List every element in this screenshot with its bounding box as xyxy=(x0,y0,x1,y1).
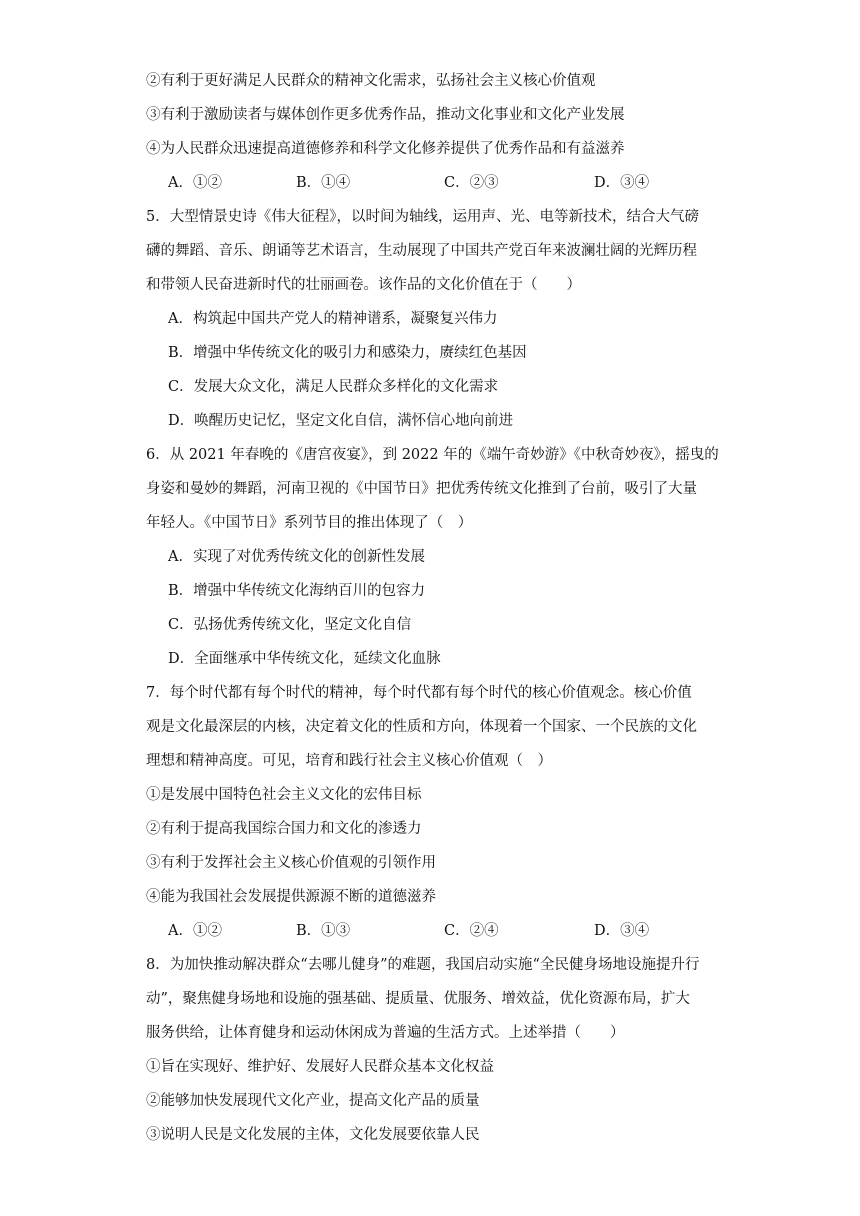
q8-stem-line-1: 8．为加快推动解决群众“去哪儿健身”的难题，我国启动实施“全民健身场地设施提升行 xyxy=(146,957,700,973)
q4-statement-4: ④为人民群众迅速提高道德修养和科学文化修养提供了优秀作品和有益滋养 xyxy=(146,141,625,157)
q6-option-c: C．弘扬优秀传统文化，坚定文化自信 xyxy=(168,617,412,633)
q4-option-a: A．①② xyxy=(168,175,222,191)
q7-option-d: D．③④ xyxy=(594,923,650,939)
q6-stem-line-3: 年轻人。《中国节日》系列节目的推出体现了（ ） xyxy=(146,515,473,531)
q7-stem-line-1: 7．每个时代都有每个时代的精神，每个时代都有每个时代的核心价值观念。核心价值 xyxy=(146,685,692,701)
q4-option-b: B．①④ xyxy=(296,175,351,191)
q5-stem-line-2: 礴的舞蹈、音乐、朗诵等艺术语言，生动展现了中国共产党百年来波澜壮阔的光辉历程 xyxy=(146,243,697,259)
q5-option-c: C．发展大众文化，满足人民群众多样化的文化需求 xyxy=(168,379,499,395)
q7-statement-3: ③有利于发挥社会主义核心价值观的引领作用 xyxy=(146,855,436,871)
q8-stem-line-2: 动”，聚焦健身场地和设施的强基础、提质量、优服务、增效益，优化资源布局，扩大 xyxy=(146,991,690,1007)
q7-stem-line-3: 理想和精神高度。可见，培育和践行社会主义核心价值观（ ） xyxy=(146,753,552,769)
q4-option-c: C．②③ xyxy=(444,175,499,191)
q4-option-d: D．③④ xyxy=(594,175,650,191)
q6-stem-line-1: 6．从 2021 年春晚的《唐宫夜宴》，到 2022 年的《端午奇妙游》《中秋奇妙夜》，摇曳的 xyxy=(146,447,719,463)
q6-option-b: B．增强中华传统文化海纳百川的包容力 xyxy=(168,583,426,599)
q5-stem-line-1: 5．大型情景史诗《伟大征程》，以时间为轴线，运用声、光、电等新技术，结合大气磅 xyxy=(146,209,699,225)
q5-option-b: B．增强中华传统文化的吸引力和感染力，赓续红色基因 xyxy=(168,345,527,361)
q8-stem-line-3: 服务供给，让体育健身和运动休闲成为普遍的生活方式。上述举措（ ） xyxy=(146,1025,625,1041)
q7-statement-1: ①是发展中国特色社会主义文化的宏伟目标 xyxy=(146,787,422,803)
q6-option-a: A．实现了对优秀传统文化的创新性发展 xyxy=(168,549,425,565)
q6-option-d: D．全面继承中华传统文化，延续文化血脉 xyxy=(168,651,441,667)
q7-statement-2: ②有利于提高我国综合国力和文化的渗透力 xyxy=(146,821,422,837)
q5-option-a: A．构筑起中国共产党人的精神谱系，凝聚复兴伟力 xyxy=(168,311,498,327)
q4-statement-3: ③有利于激励读者与媒体创作更多优秀作品，推动文化事业和文化产业发展 xyxy=(146,107,625,123)
q7-stem-line-2: 观是文化最深层的内核，决定着文化的性质和方向，体现着一个国家、一个民族的文化 xyxy=(146,719,697,735)
q7-statement-4: ④能为我国社会发展提供源源不断的道德滋养 xyxy=(146,889,436,905)
q7-option-c: C．②④ xyxy=(444,923,499,939)
q5-stem-line-3: 和带领人民奋进新时代的壮丽画卷。该作品的文化价值在于（ ） xyxy=(146,277,581,293)
q8-statement-2: ②能够加快发展现代文化产业，提高文化产品的质量 xyxy=(146,1093,480,1109)
q6-stem-line-2: 身姿和曼妙的舞蹈，河南卫视的《中国节日》把优秀传统文化推到了台前，吸引了大量 xyxy=(146,481,697,497)
q8-statement-1: ①旨在实现好、维护好、发展好人民群众基本文化权益 xyxy=(146,1059,494,1075)
q8-statement-3: ③说明人民是文化发展的主体，文化发展要依靠人民 xyxy=(146,1127,480,1143)
q7-option-b: B．①③ xyxy=(296,923,351,939)
q4-statement-2: ②有利于更好满足人民群众的精神文化需求，弘扬社会主义核心价值观 xyxy=(146,73,596,89)
q5-option-d: D．唤醒历史记忆，坚定文化自信，满怀信心地向前进 xyxy=(168,413,514,429)
q7-option-a: A．①② xyxy=(168,923,222,939)
